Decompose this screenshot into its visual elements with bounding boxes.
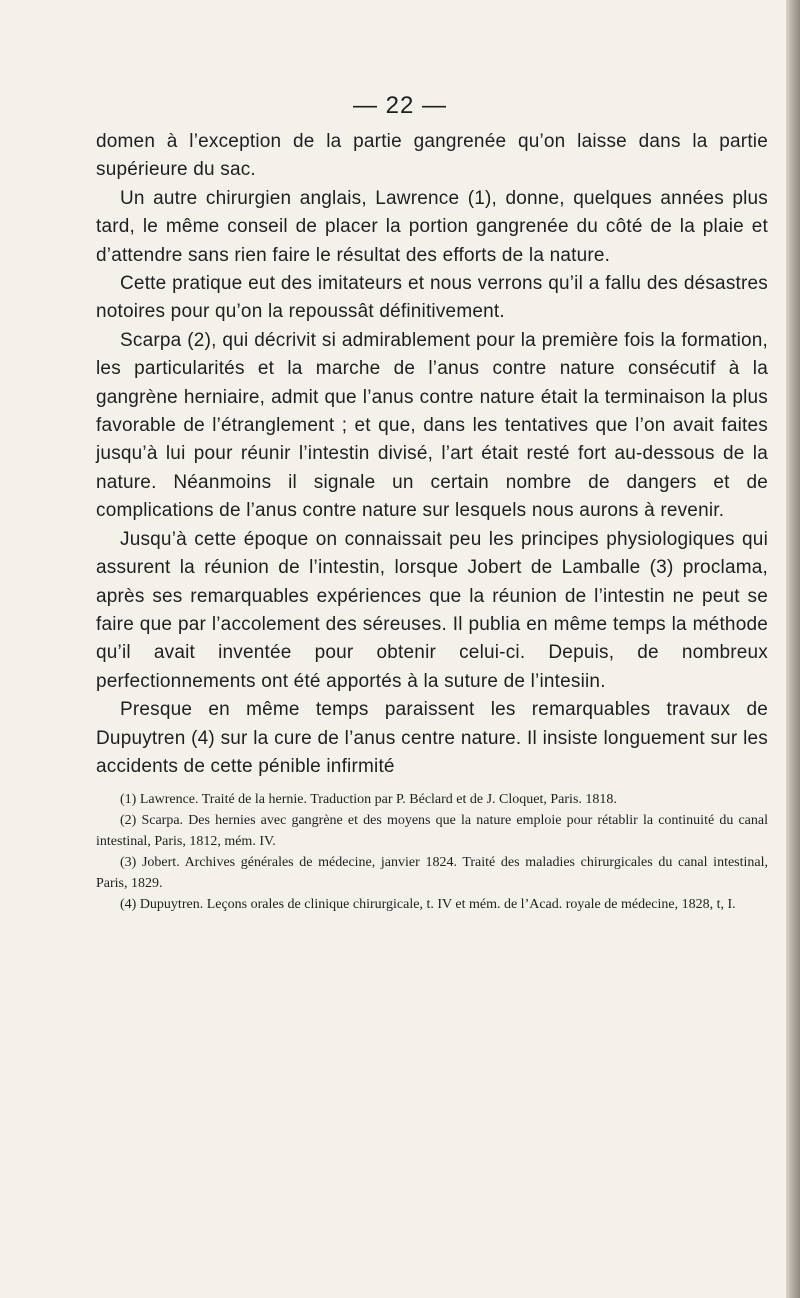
paragraph: Un autre chirurgien anglais, Lawrence (1), donne, quelques années plus tard, le même conseil de placer la portion gangrenée du côté de la plaie et d’attendre sans rien faire le résultat des efforts de la nature. [96,187,768,266]
paragraph: Cette pratique eut des imitateurs et nous verrons qu’il a fallu des désastres notoires pour qu’on la repoussât définitivement. [96,273,768,323]
paragraph: domen à l’exception de la partie gangrenée qu’on laisse dans la partie supérieure du sac. [96,131,768,181]
paragraph: Presque en même temps paraissent les remarquables travaux de Dupuytren (4) sur la cure de l’anus centre nature. Il insiste longuement sur les accidents de cette pénible infirmité [96,699,768,777]
footnote: (1) Lawrence. Traité de la hernie. Traduction par P. Béclard et de J. Cloquet, Paris. 1818. [120,792,617,807]
footnotes [96,789,768,915]
paragraph: Scarpa (2), qui décrivit si admirablement pour la première fois la formation, les particularités et la marche de l’anus contre nature consécutif à la gangrène herniaire, admit que l’anus contre nature était la terminaison la plus favorable de l’étranglement ; et que, dans les tentatives que l’on avait faites jusqu’à lui pour réunir l’intestin divisé, l’art était resté fort au-dessous de la nature. Néanmoins il signale un certain nombre de dangers et de complications de l’anus contre nature sur lesquels nous aurons à revenir. [96,329,768,522]
footnote: (2) Scarpa. Des hernies avec gangrène et des moyens que la nature emploie pour rétablir la continuité du canal intestinal, Paris, 1812, mém. IV. [96,813,768,849]
paragraph: Jusqu’à cette époque on connaissait peu les principes physiologiques qui assurent la réunion de l’intestin, lorsque Jobert de Lamballe (3) proclama, après ses remarquables expériences que la réunion de l’intestin ne peut se faire que par l’accolement des séreuses. Il publia en même temps la méthode qu’il avait inventée pour obtenir celui-ci. Depuis, de nombreux perfectionnements ont été apportés à la suture de l’intesiin. [96,528,768,692]
footnote: (4) Dupuytren. Leçons orales de clinique chirurgicale, t. IV et mém. de l’Acad. royale de médecine, 1828, t, I. [120,897,736,912]
body-text [96,128,768,781]
footnote: (3) Jobert. Archives générales de médecine, janvier 1824. Traité des maladies chirurgicales du canal intestinal, Paris, 1829. [96,855,768,891]
page-edge [786,0,800,1298]
page-number: — 22 — [352,92,448,119]
